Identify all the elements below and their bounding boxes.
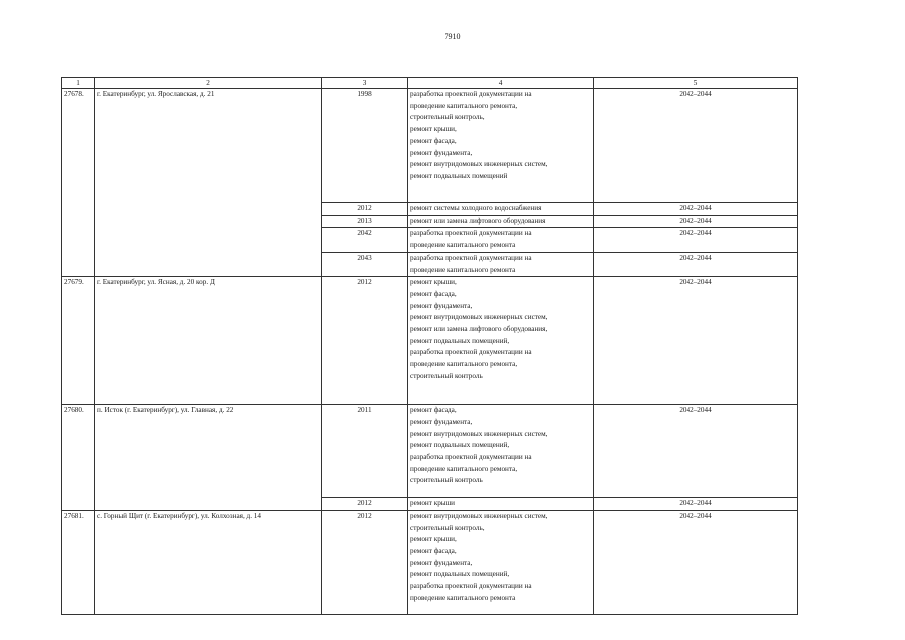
work-item: строительный контроль, [410, 113, 485, 122]
table-row [62, 89, 798, 203]
work-item: разработка проектной документации на [410, 253, 532, 262]
work-item: проведение капитального ремонта [410, 241, 516, 250]
work-item: ремонт подвальных помещений [410, 171, 508, 180]
column-header: 4 [408, 78, 594, 89]
commission-year: 2012 [322, 203, 408, 216]
commission-year: 2013 [322, 215, 408, 228]
entry-number: 27679. [62, 277, 95, 405]
work-item: ремонт крыши, [410, 278, 457, 287]
work-item: ремонт системы холодного водоснабжения [410, 204, 542, 212]
commission-year: 2011 [322, 405, 408, 498]
work-item: ремонт крыши [410, 499, 456, 508]
planned-period: 2042–2044 [594, 203, 798, 216]
commission-year: 2012 [322, 510, 408, 614]
work-types [408, 203, 594, 216]
column-header: 2 [95, 78, 322, 89]
address-text: г. Екатеринбург, ул. Ярославская, д. 21 [97, 90, 215, 98]
address-text: с. Горный Щит (г. Екатеринбург), ул. Колхозная, д. 14 [97, 511, 261, 520]
work-types [408, 510, 594, 614]
commission-year: 2012 [322, 498, 408, 511]
work-item: ремонт фасада, [410, 289, 457, 298]
work-item: разработка проектной документации на [410, 229, 532, 238]
commission-year: 2042 [322, 228, 408, 252]
work-item: ремонт внутридомовых инженерных систем, [410, 160, 548, 169]
address-text: г. Екатеринбург, ул. Ясная, д. 20 кор. Д [97, 278, 215, 287]
planned-period: 2042–2044 [594, 89, 798, 203]
register-table [61, 77, 798, 615]
planned-period: 2042–2044 [594, 405, 798, 498]
entry-address [95, 510, 322, 614]
work-item: ремонт подвальных помещений, [410, 570, 510, 579]
work-item: разработка проектной документации на [410, 90, 532, 98]
table-row [62, 405, 798, 498]
work-item: ремонт фасада, [410, 547, 457, 556]
page-number: 7910 [444, 32, 461, 41]
work-item: разработка проектной документации на [410, 348, 532, 357]
entry-number: 27678. [62, 89, 95, 277]
work-item: ремонт крыши, [410, 535, 457, 544]
work-item: ремонт фасада, [410, 136, 457, 145]
entry-number: 27680. [62, 405, 95, 511]
work-types [408, 215, 594, 228]
work-types [408, 277, 594, 405]
table-row [62, 510, 798, 614]
work-item: ремонт фундамента, [410, 417, 473, 426]
work-item: ремонт подвальных помещений, [410, 441, 510, 450]
work-types [408, 89, 594, 203]
work-item: разработка проектной документации на [410, 453, 532, 462]
work-item: проведение капитального ремонта, [410, 464, 518, 473]
planned-period: 2042–2044 [594, 498, 798, 511]
work-item: ремонт фундамента, [410, 148, 473, 157]
entry-address [95, 89, 322, 277]
work-item: проведение капитального ремонта [410, 593, 516, 602]
work-item: ремонт внутридомовых инженерных систем, [410, 313, 548, 322]
work-item: ремонт или замена лифтового оборудования, [410, 325, 548, 334]
column-header: 3 [322, 78, 408, 89]
work-types [408, 228, 594, 252]
planned-period: 2042–2044 [594, 228, 798, 252]
work-item: ремонт подвальных помещений, [410, 336, 510, 345]
work-item: ремонт внутридомовых инженерных систем, [410, 429, 548, 438]
work-item: проведение капитального ремонта [410, 265, 516, 274]
work-item: ремонт или замена лифтового оборудования [410, 216, 546, 225]
work-item: ремонт фундамента, [410, 558, 473, 567]
work-item: ремонт крыши, [410, 125, 457, 134]
column-header: 5 [594, 78, 798, 89]
entry-address [95, 277, 322, 405]
work-types [408, 405, 594, 498]
planned-period: 2042–2044 [594, 215, 798, 228]
address-text: п. Исток (г. Екатеринбург), ул. Главная, д. 22 [97, 406, 234, 415]
work-item: разработка проектной документации на [410, 582, 532, 591]
entry-address [95, 405, 322, 511]
register-body [62, 89, 798, 615]
commission-year: 2012 [322, 277, 408, 405]
work-item: строительный контроль [410, 371, 483, 380]
commission-year: 2043 [322, 252, 408, 276]
work-item: строительный контроль, [410, 523, 485, 532]
planned-period: 2042–2044 [594, 510, 798, 614]
work-item: строительный контроль [410, 476, 483, 485]
work-item: проведение капитального ремонта, [410, 360, 518, 369]
work-item: ремонт внутридомовых инженерных систем, [410, 511, 548, 520]
planned-period: 2042–2044 [594, 277, 798, 405]
column-number-row [62, 78, 798, 89]
entry-number: 27681. [62, 510, 95, 614]
work-item: ремонт фундамента, [410, 301, 473, 310]
table-row [62, 277, 798, 405]
planned-period: 2042–2044 [594, 252, 798, 276]
work-types [408, 252, 594, 276]
work-item: ремонт фасада, [410, 406, 457, 415]
commission-year: 1998 [322, 89, 408, 203]
work-item: проведение капитального ремонта, [410, 101, 518, 110]
column-header: 1 [62, 78, 95, 89]
work-types [408, 498, 594, 511]
